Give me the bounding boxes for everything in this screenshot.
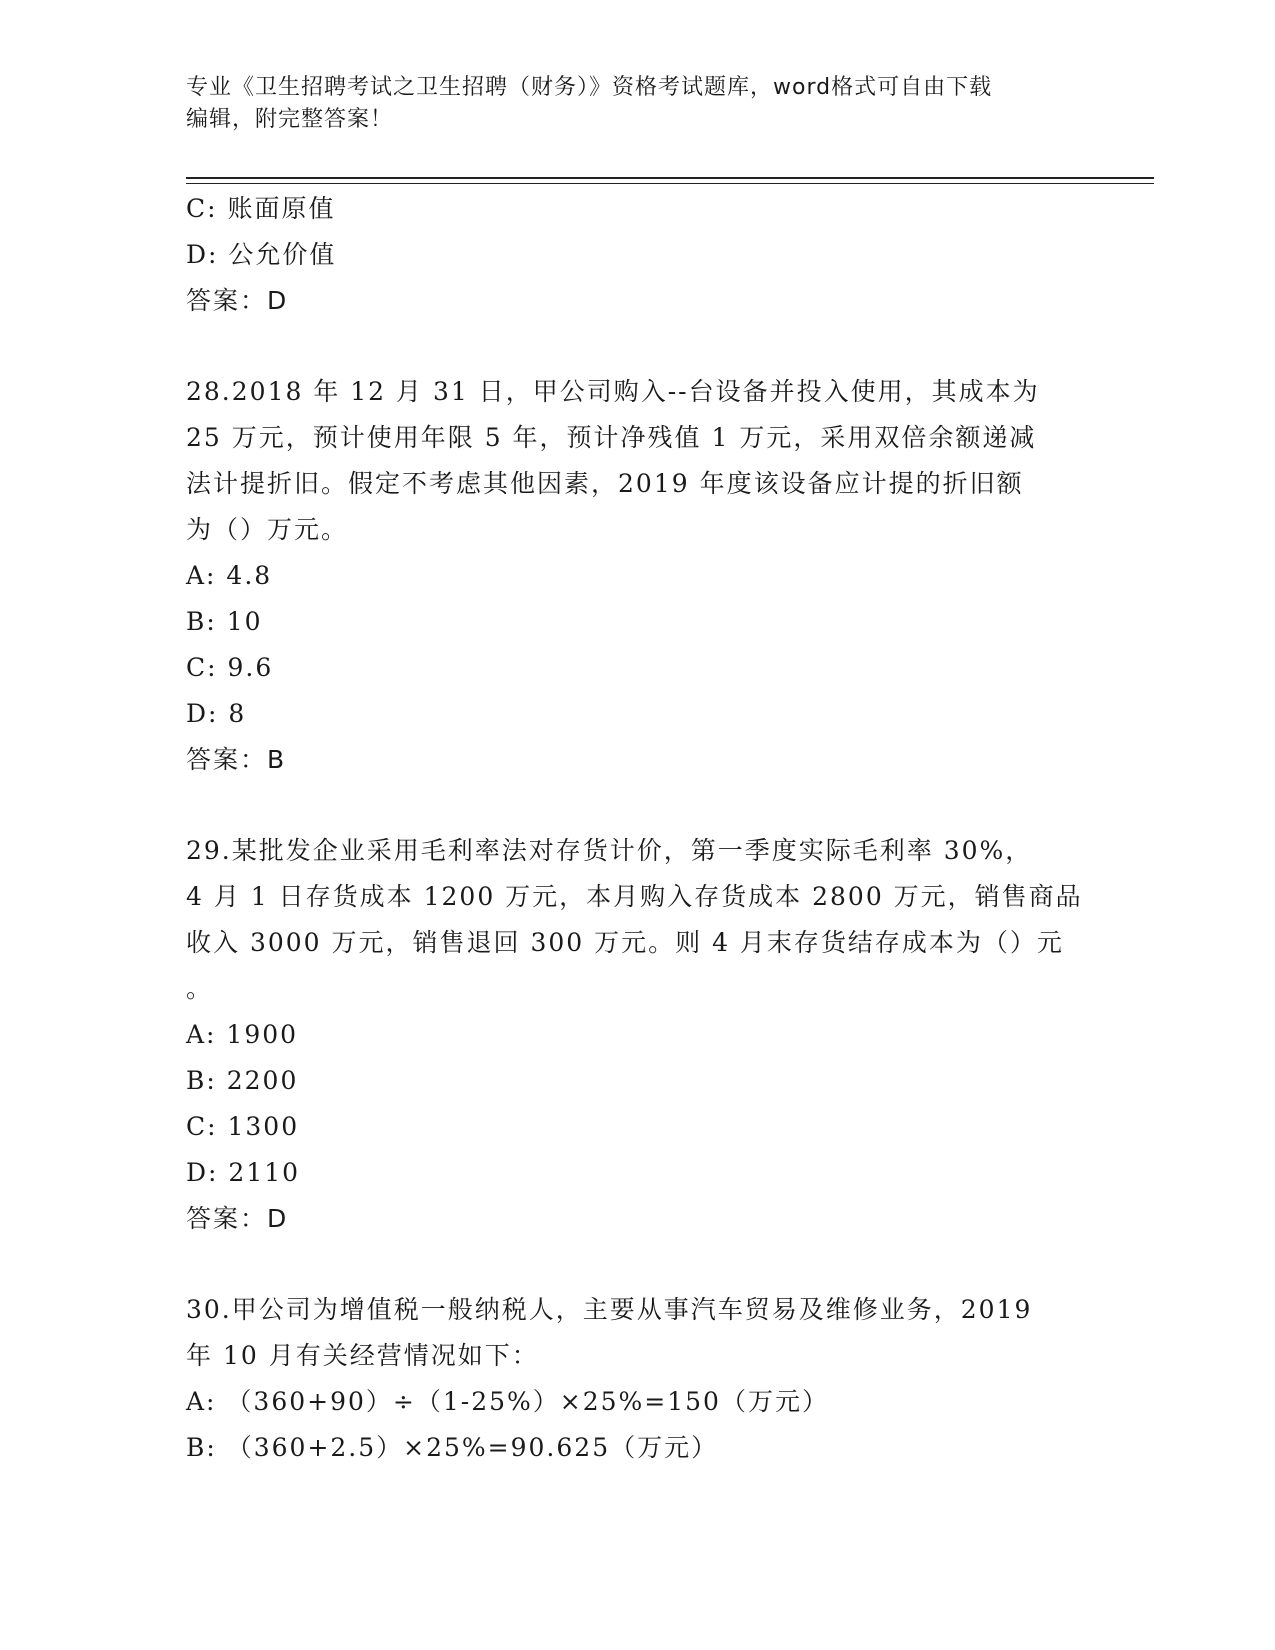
option-d: D: 2110 [186, 1158, 301, 1187]
question-text-line: 28.2018 年 12 月 31 日，甲公司购入--台设备并投入使用，其成本为 [186, 377, 1040, 406]
option-c: C: 1300 [186, 1112, 300, 1141]
question-text-line: 法计提折旧。假定不考虑其他因素，2019 年度该设备应计提的折旧额 [186, 469, 1024, 498]
question-text-line: 29.某批发企业采用毛利率法对存货计价，第一季度实际毛利率 30%， [186, 836, 1033, 865]
question-text-line: 4 月 1 日存货成本 1200 万元，本月购入存货成本 2800 万元，销售商品 [186, 882, 1083, 911]
question-30 [186, 1287, 1076, 1471]
header-line-2: 编辑，附完整答案！ [186, 107, 394, 132]
option-d: D: 公允价值 [186, 240, 337, 269]
option-a: A: 1900 [186, 1020, 299, 1049]
option-b: B: 10 [186, 607, 263, 636]
question-text-line: 为（）万元。 [186, 515, 349, 544]
question-29 [186, 828, 1083, 1242]
header-divider-thin [186, 183, 1154, 184]
question-text-line: 25 万元，预计使用年限 5 年，预计净残值 1 万元，采用双倍余额递减 [186, 423, 1037, 452]
answer: 答案：D [186, 286, 289, 315]
header-line-1: 专业《卫生招聘考试之卫生招聘（财务）》资格考试题库，word格式可自由下载 [186, 75, 993, 100]
question-28 [186, 369, 1076, 783]
question-text-line: 。 [186, 974, 214, 1003]
document-body [186, 186, 1083, 1471]
option-c: C: 9.6 [186, 653, 274, 682]
option-a: A: 4.8 [186, 561, 273, 590]
question-text-line: 收入 3000 万元，销售退回 300 万元。则 4 月末存货结存成本为（）元 [186, 928, 1064, 957]
question-text-line: 30.甲公司为增值税一般纳税人，主要从事汽车贸易及维修业务，2019 [186, 1295, 1033, 1324]
question-text-line: 年 10 月有关经营情况如下： [186, 1341, 539, 1370]
option-c: C: 账面原值 [186, 194, 336, 223]
option-b: B: 2200 [186, 1066, 299, 1095]
option-a: A: （360+90）÷（1-25%）×25%=150（万元） [186, 1387, 829, 1416]
question-27-tail [186, 186, 1076, 324]
spacer [186, 324, 1076, 369]
option-b: B: （360+2.5）×25%=90.625（万元） [186, 1433, 719, 1462]
spacer [186, 1242, 1076, 1287]
answer: 答案：D [186, 1204, 289, 1233]
header-divider-thick [186, 177, 1154, 179]
document-header [186, 72, 1086, 136]
spacer [186, 783, 1076, 828]
option-d: D: 8 [186, 699, 247, 728]
answer: 答案：B [186, 745, 287, 774]
